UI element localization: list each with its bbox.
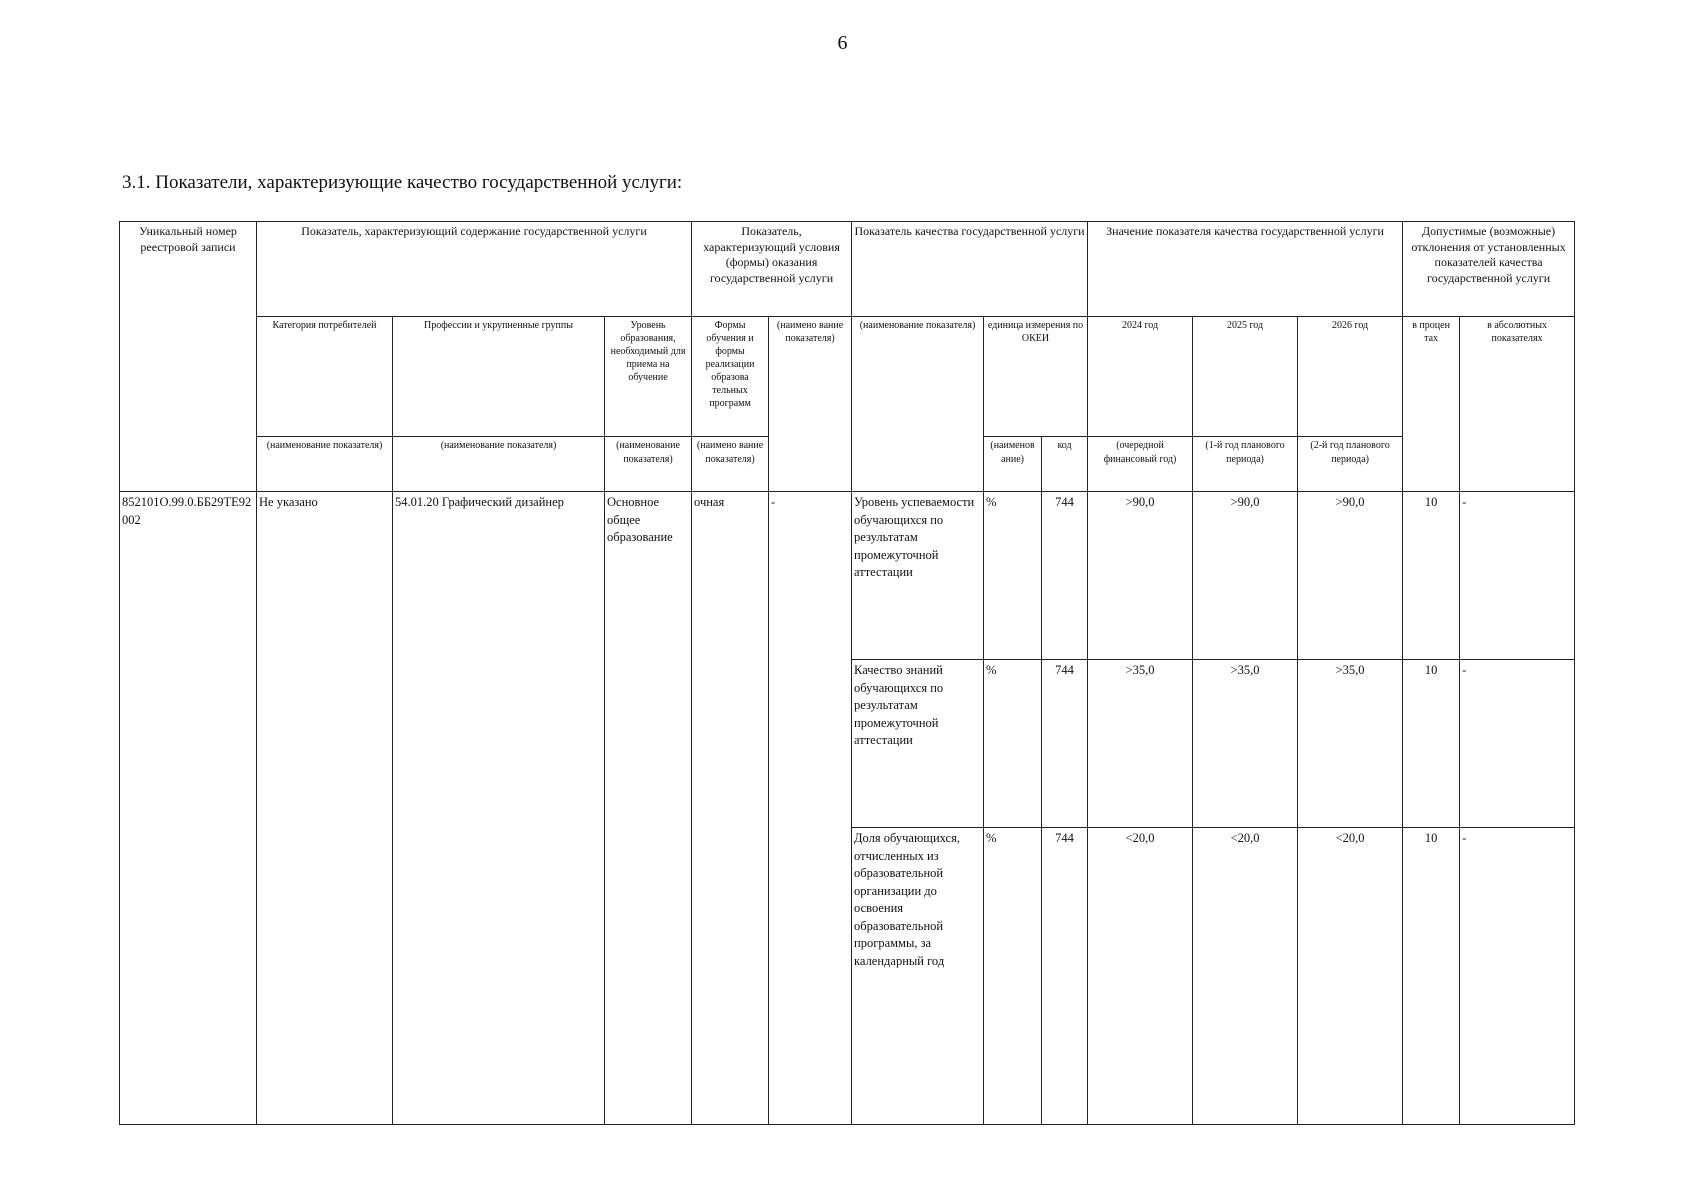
header-unique-number: Уникальный номер реестровой записи <box>120 222 257 492</box>
section-title: 3.1. Показатели, характеризующие качество государственной услуги: <box>122 172 683 193</box>
indicator-name: Качество знаний обучающихся по результатам промежуточной аттестации <box>852 660 984 828</box>
indicator-unit: % <box>984 828 1042 1125</box>
header-conditions-indicator: Показатель, характеризующий условия (формы) оказания государственной услуги <box>692 222 852 317</box>
value-2024: >90,0 <box>1088 492 1193 660</box>
header-category: Категория потребителей <box>257 317 393 437</box>
subheader-code: код <box>1042 437 1088 492</box>
subheader-forms-name: (наимено вание показателя) <box>692 437 769 492</box>
indicator-name: Уровень успеваемости обучающихся по результатам промежуточной аттестации <box>852 492 984 660</box>
header-year-2026: 2026 год <box>1298 317 1403 437</box>
value-2026: <20,0 <box>1298 828 1403 1125</box>
record-form: очная <box>692 492 769 1125</box>
record-form-name: - <box>769 492 852 1125</box>
record-category: Не указано <box>257 492 393 1125</box>
deviation-percent: 10 <box>1403 492 1460 660</box>
indicator-unit: % <box>984 660 1042 828</box>
value-2025: >90,0 <box>1193 492 1298 660</box>
header-quality-value: Значение показателя качества государственной услуги <box>1088 222 1403 317</box>
header-professions: Профессии и укрупненные группы <box>393 317 605 437</box>
record-unique-number: 852101О.99.0.ББ29ТЕ92002 <box>120 492 257 1125</box>
subheader-plan-year-2: (2-й год планового периода) <box>1298 437 1403 492</box>
value-2025: >35,0 <box>1193 660 1298 828</box>
deviation-absolute: - <box>1460 828 1575 1125</box>
subheader-unit-name: (наименов ание) <box>984 437 1042 492</box>
indicator-unit: % <box>984 492 1042 660</box>
indicator-name: Доля обучающихся, отчисленных из образовательной организации до освоения образовательной программы, за календарный год <box>852 828 984 1125</box>
table-row <box>120 492 1575 660</box>
header-year-2025: 2025 год <box>1193 317 1298 437</box>
subheader-plan-year-1: (1-й год планового периода) <box>1193 437 1298 492</box>
header-indicator-name: (наименование показателя) <box>852 317 984 492</box>
indicator-code: 744 <box>1042 660 1088 828</box>
value-2026: >90,0 <box>1298 492 1403 660</box>
indicator-code: 744 <box>1042 828 1088 1125</box>
header-quality-indicator: Показатель качества государственной услуги <box>852 222 1088 317</box>
record-education-level: Основное общее образование <box>605 492 692 1125</box>
value-2026: >35,0 <box>1298 660 1403 828</box>
value-2024: >35,0 <box>1088 660 1193 828</box>
deviation-absolute: - <box>1460 492 1575 660</box>
page-number: 6 <box>837 32 848 54</box>
header-form-name: (наимено вание показателя) <box>769 317 852 492</box>
value-2024: <20,0 <box>1088 828 1193 1125</box>
header-forms: Формы обучения и формы реализации образова тельных программ <box>692 317 769 437</box>
header-percent: в процен тах <box>1403 317 1460 492</box>
header-year-2024: 2024 год <box>1088 317 1193 437</box>
subheader-financial-year: (очередной финансовый год) <box>1088 437 1193 492</box>
record-profession: 54.01.20 Графический дизайнер <box>393 492 605 1125</box>
header-content-indicator: Показатель, характеризующий содержание государственной услуги <box>257 222 692 317</box>
indicator-code: 744 <box>1042 492 1088 660</box>
value-2025: <20,0 <box>1193 828 1298 1125</box>
header-deviations: Допустимые (возможные) отклонения от установленных показателей качества государственной услуги <box>1403 222 1575 317</box>
subheader-education-name: (наименование показателя) <box>605 437 692 492</box>
header-absolute: в абсолютных показателях <box>1460 317 1575 492</box>
deviation-absolute: - <box>1460 660 1575 828</box>
deviation-percent: 10 <box>1403 828 1460 1125</box>
subheader-category-name: (наименование показателя) <box>257 437 393 492</box>
deviation-percent: 10 <box>1403 660 1460 828</box>
header-unit-okei: единица измерения по ОКЕИ <box>984 317 1088 437</box>
subheader-profession-name: (наименование показателя) <box>393 437 605 492</box>
header-education-level: Уровень образования, необходимый для приема на обучение <box>605 317 692 437</box>
quality-indicators-table <box>119 221 1575 1125</box>
